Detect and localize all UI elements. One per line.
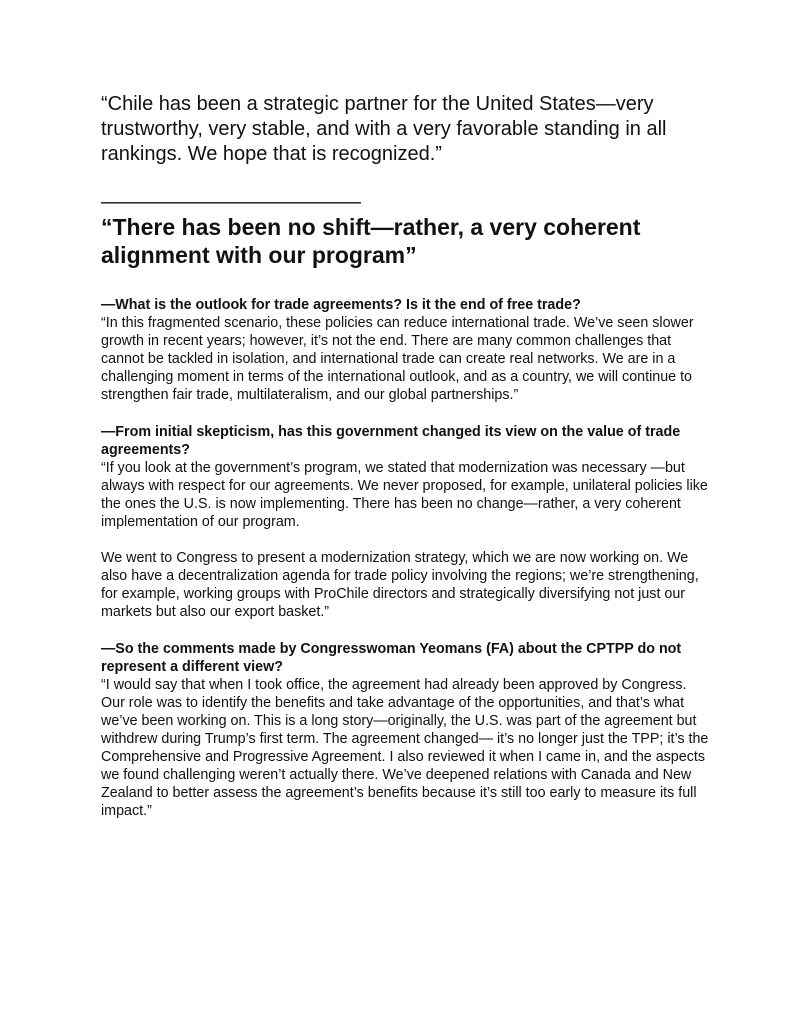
answer-1-paragraph-1: “In this fragmented scenario, these policies can reduce international trade. We’ve seen slower growth in recent years; however, it’s not the end. There are many common challenges that cannot be tackled in isolation, and international trade can create real networks. We are in a challenging moment in terms of the international outlook, and as a country, we will continue to strengthen fair trade, multilateralism, and our global partnerships.”	[101, 315, 694, 403]
answer-2-paragraph-1: “If you look at the government’s program, we stated that modernization was necessary —but always with respect for our agreements. We never proposed, for example, unilateral policies like the ones the U.S. is now implementing. There has been no change—rather, a very coherent implementation of our program.	[101, 460, 708, 530]
answer-2-paragraph-2: We went to Congress to present a modernization strategy, which we are now working on. We also have a decentralization agenda for trade policy involving the regions; we’re strengthening, for example, working groups with ProChile directors and strategically diversifying not just our markets but also our export basket.”	[101, 550, 699, 620]
pull-quote: “Chile has been a strategic partner for the United States—very trustworthy, very stable, and with a very favorable standing in all rankings. We hope that is recognized.”	[101, 93, 667, 165]
document-page	[101, 92, 711, 820]
question-1: —What is the outlook for trade agreements? Is it the end of free trade?	[101, 297, 581, 313]
article-headline: “There has been no shift—rather, a very coherent alignment with our program”	[101, 214, 641, 268]
answer-3-paragraph-1: “I would say that when I took office, the agreement had already been approved by Congress. Our role was to identify the benefits and take advantage of the opportunities, and that’s what we’ve been working on. This is a long story—originally, the U.S. was part of the agreement but withdrew during Trump’s first term. The agreement changed— it’s no longer just the TPP; it’s the Comprehensive and Progressive Agreement. I also reviewed it when I came in, and the aspects we found challenging weren’t actually there. We’ve deepened relations with Canada and New Zealand to better assess the agreement’s benefits because it’s still too early to measure its full impact.”	[101, 677, 709, 819]
section-divider: —————————————	[101, 191, 361, 213]
question-2: —From initial skepticism, has this government changed its view on the value of trade agreements?	[101, 424, 681, 458]
qa-block-2	[101, 423, 711, 621]
qa-block-1	[101, 296, 711, 404]
question-3: —So the comments made by Congresswoman Yeomans (FA) about the CPTPP do not represent a different view?	[101, 641, 682, 675]
qa-block-3	[101, 640, 711, 820]
